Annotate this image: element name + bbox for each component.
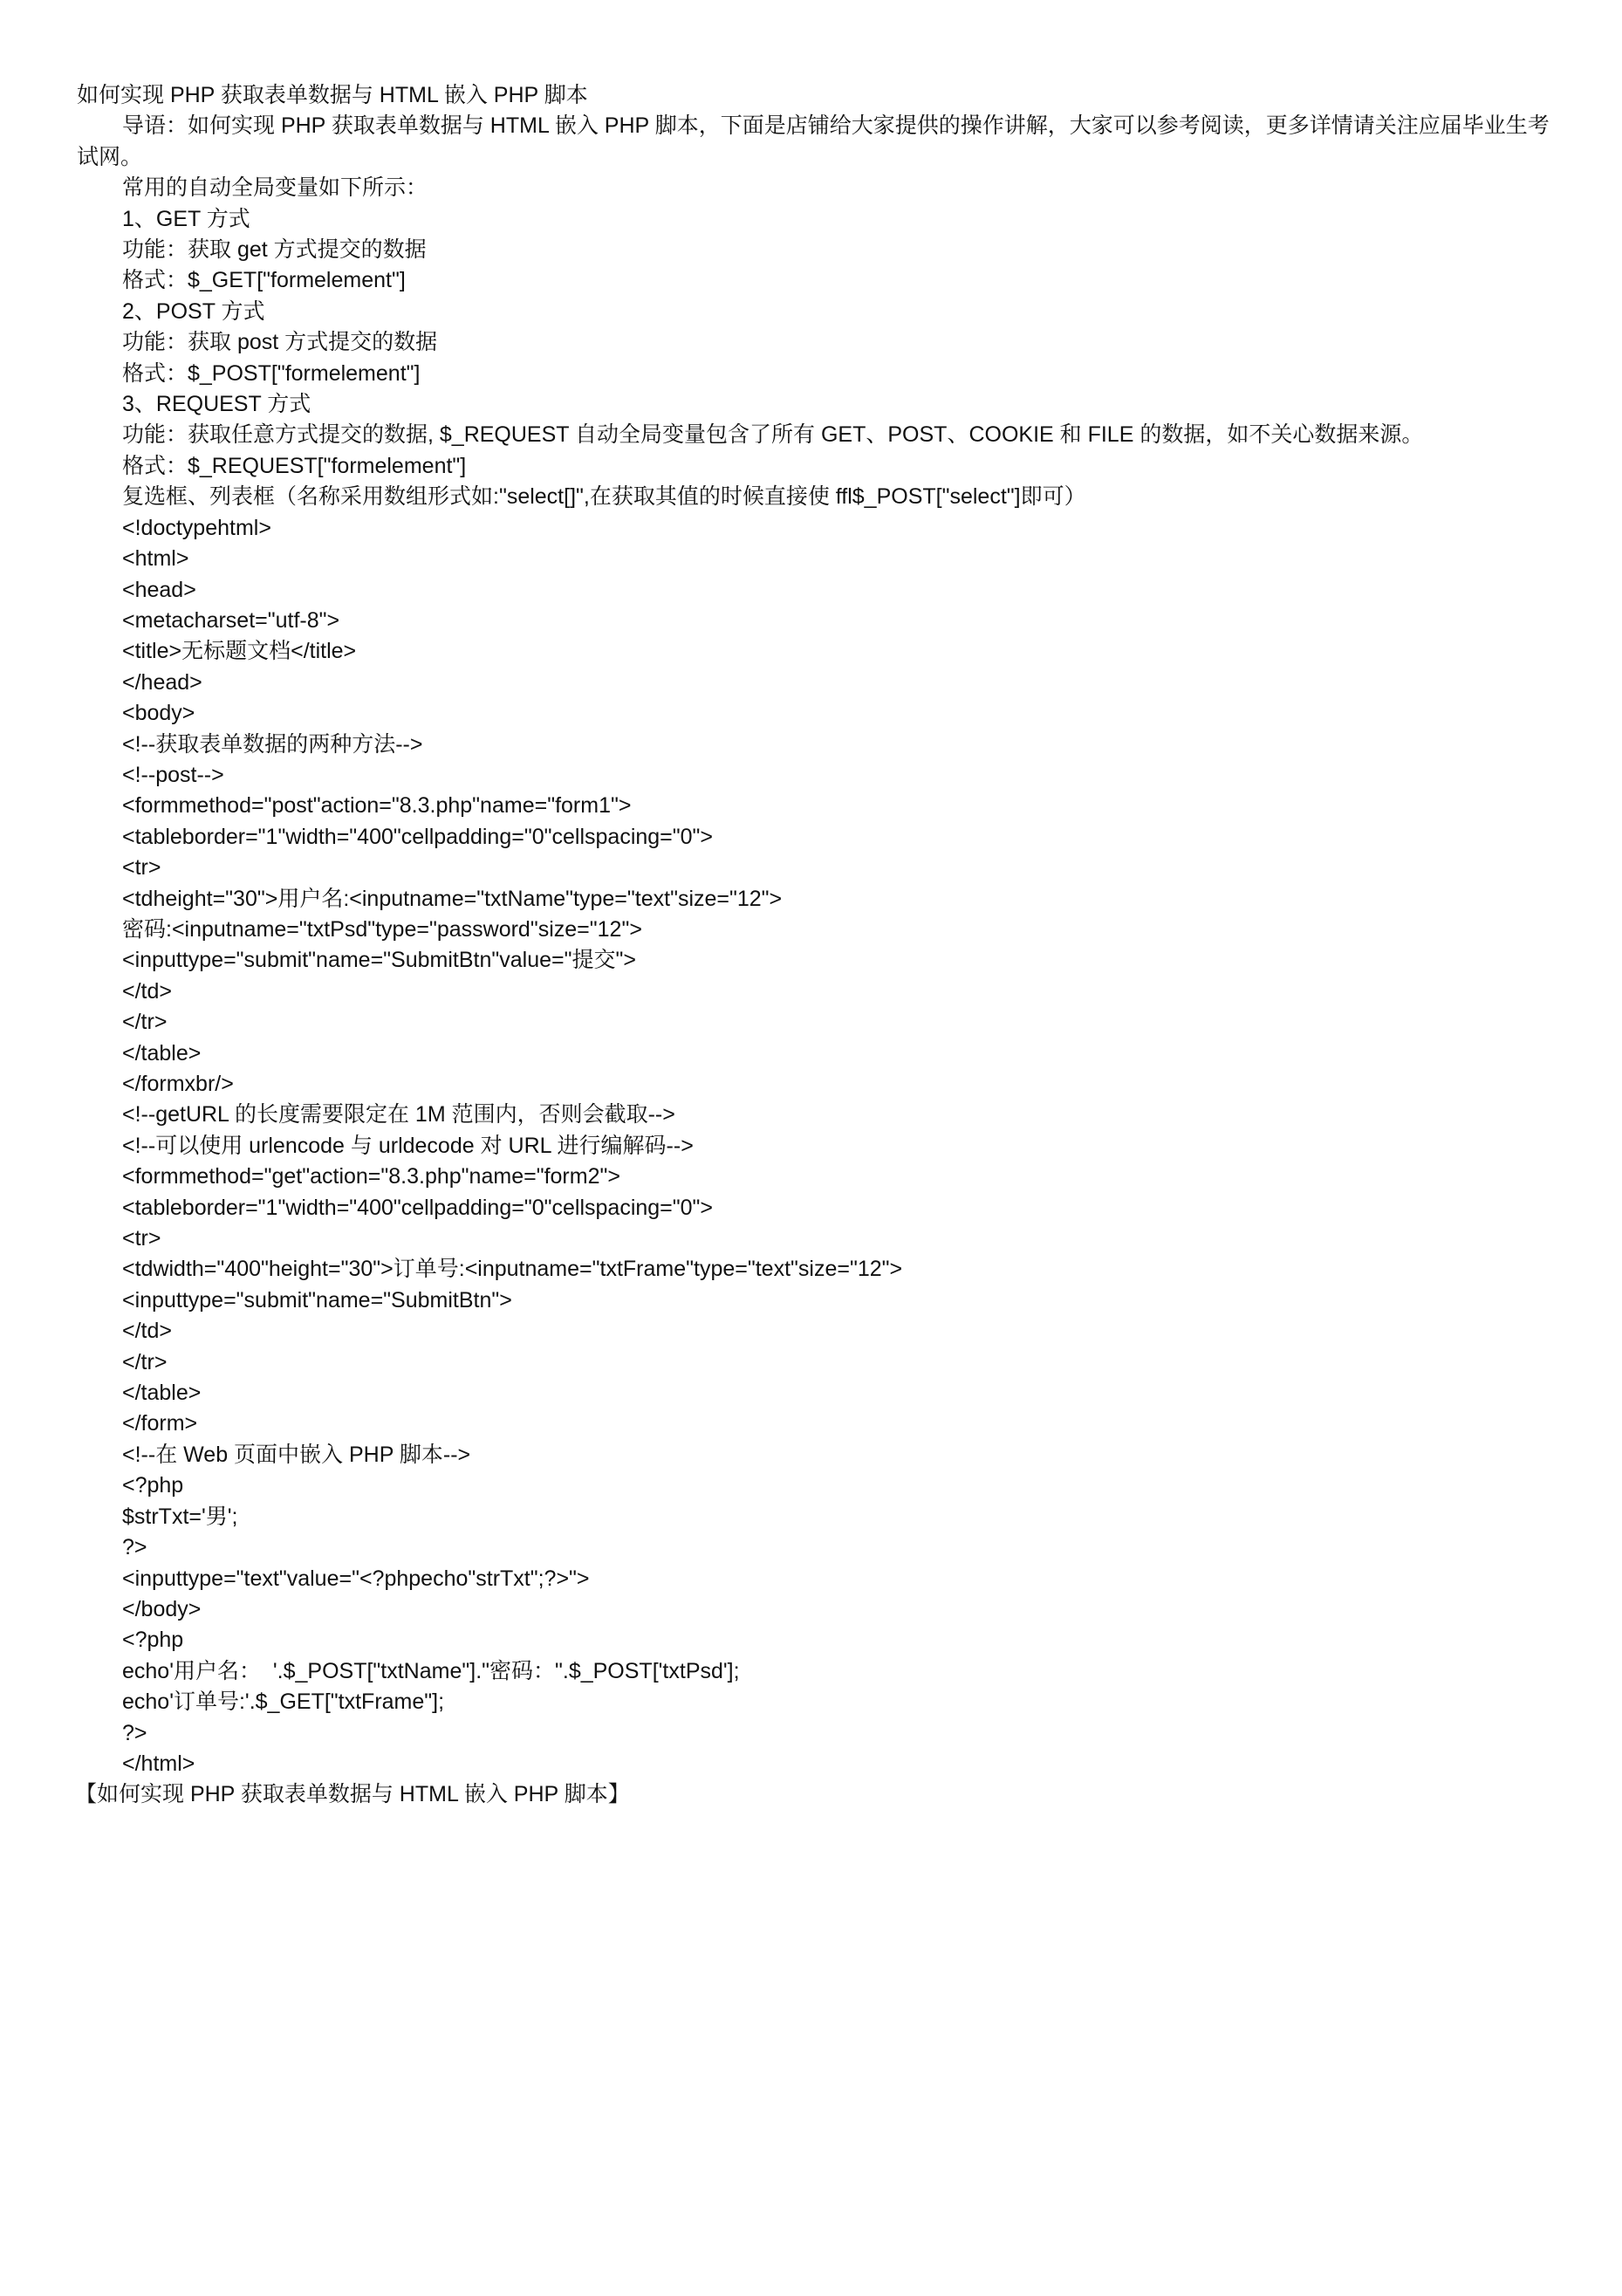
content-line: <tr> bbox=[122, 855, 161, 881]
content-line: 密码:<inputname="txtPsd"type="password"size="12"> bbox=[122, 916, 642, 942]
content-line: <inputtype="text"value="<?phpecho"strTxt";?>"> bbox=[122, 1566, 590, 1591]
content-line: <inputtype="submit"name="SubmitBtn"value="提交"> bbox=[122, 948, 636, 973]
content-line: 复选框、列表框（名称采用数组形式如:"select[]",在获取其值的时候直接使 ffl$_POST["select"]即可） bbox=[122, 484, 1086, 510]
content-line: </td> bbox=[122, 1319, 172, 1344]
content-line: </form> bbox=[122, 1411, 198, 1436]
content-line: </body> bbox=[122, 1596, 202, 1621]
content-line: echo'订单号:'.$_GET["txtFrame"]; bbox=[122, 1689, 445, 1715]
content-line: <!--post--> bbox=[122, 762, 224, 787]
content-line: <body> bbox=[122, 701, 195, 726]
content-line: <!--可以使用 urlencode 与 urldecode 对 URL 进行编解码--> bbox=[122, 1133, 694, 1158]
content-line: <title>无标题文档</title> bbox=[122, 639, 357, 664]
content-line: <!--在 Web 页面中嵌入 PHP 脚本--> bbox=[122, 1442, 471, 1467]
content-line: <tdheight="30">用户名:<inputname="txtName"type="text"size="12"> bbox=[122, 886, 783, 911]
content-line: <!doctypehtml> bbox=[122, 515, 271, 540]
content-line: </table> bbox=[122, 1381, 202, 1406]
content-line: 格式：$_REQUEST["formelement"] bbox=[122, 453, 467, 478]
content-line: <formmethod="post"action="8.3.php"name="form1"> bbox=[122, 793, 632, 819]
content-line: $strTxt='男'; bbox=[122, 1504, 238, 1529]
document-title: 如何实现 PHP 获取表单数据与 HTML 嵌入 PHP 脚本 bbox=[77, 83, 588, 107]
content-line: ?> bbox=[122, 1720, 147, 1745]
content-line: </table> bbox=[122, 1040, 202, 1066]
content-line: <inputtype="submit"name="SubmitBtn"> bbox=[122, 1287, 512, 1312]
content-line: <tdwidth="400"height="30">订单号:<inputname="txtFrame"type="text"size="12"> bbox=[122, 1257, 903, 1282]
content-line: </head> bbox=[122, 669, 202, 695]
content-line: 功能：获取 post 方式提交的数据 bbox=[122, 330, 438, 355]
content-line: </tr> bbox=[122, 1010, 168, 1035]
intro-paragraph: 导语：如何实现 PHP 获取表单数据与 HTML 嵌入 PHP 脚本，下面是店铺给大家提供的操作讲解，大家可以参考阅读，更多详情请关注应届毕业生考试网。 bbox=[77, 113, 1550, 169]
content-line: <html> bbox=[122, 546, 189, 572]
content-line: 格式：$_POST["formelement"] bbox=[122, 360, 421, 386]
content-line: <?php bbox=[122, 1628, 184, 1653]
closing-title: 【如何实现 PHP 获取表单数据与 HTML 嵌入 PHP 脚本】 bbox=[75, 1782, 630, 1807]
content-line: </html> bbox=[122, 1751, 195, 1776]
content-line: <tableborder="1"width="400"cellpadding="0"cellspacing="0"> bbox=[122, 1195, 714, 1220]
content-line: 格式：$_GET["formelement"] bbox=[122, 268, 406, 293]
content-line: 常用的自动全局变量如下所示： bbox=[122, 175, 428, 201]
content-lines bbox=[77, 173, 1560, 1779]
content-line: 功能：获取 get 方式提交的数据 bbox=[122, 237, 427, 263]
content-line: </formxbr/> bbox=[122, 1072, 234, 1096]
content-line: echo'用户名： '.$_POST["txtName"]."密码：".$_POST['txtPsd']; bbox=[122, 1658, 740, 1683]
content-line: <head> bbox=[122, 577, 196, 602]
content-line: </tr> bbox=[122, 1349, 168, 1374]
content-line: <tableborder="1"width="400"cellpadding="0"cellspacing="0"> bbox=[122, 824, 714, 849]
content-line: <!--获取表单数据的两种方法--> bbox=[122, 731, 423, 757]
content-line: ?> bbox=[122, 1535, 147, 1560]
content-line: <?php bbox=[122, 1473, 184, 1498]
content-line: <!--getURL 的长度需要限定在 1M 范围内，否则会截取--> bbox=[122, 1102, 675, 1127]
content-line: <tr> bbox=[122, 1226, 161, 1251]
content-line: 2、POST 方式 bbox=[122, 298, 265, 324]
content-line: 1、GET 方式 bbox=[122, 206, 250, 231]
content-line: </td> bbox=[122, 978, 172, 1004]
content-line: 3、REQUEST 方式 bbox=[122, 392, 311, 417]
content-line: <metacharset="utf-8"> bbox=[122, 607, 340, 633]
content-line: 功能：获取任意方式提交的数据, $_REQUEST 自动全局变量包含了所有 GET、POST、COOKIE 和 FILE 的数据，如不关心数据来源。 bbox=[122, 422, 1424, 448]
document-body bbox=[77, 80, 1560, 1811]
content-line: <formmethod="get"action="8.3.php"name="form2"> bbox=[122, 1164, 620, 1189]
